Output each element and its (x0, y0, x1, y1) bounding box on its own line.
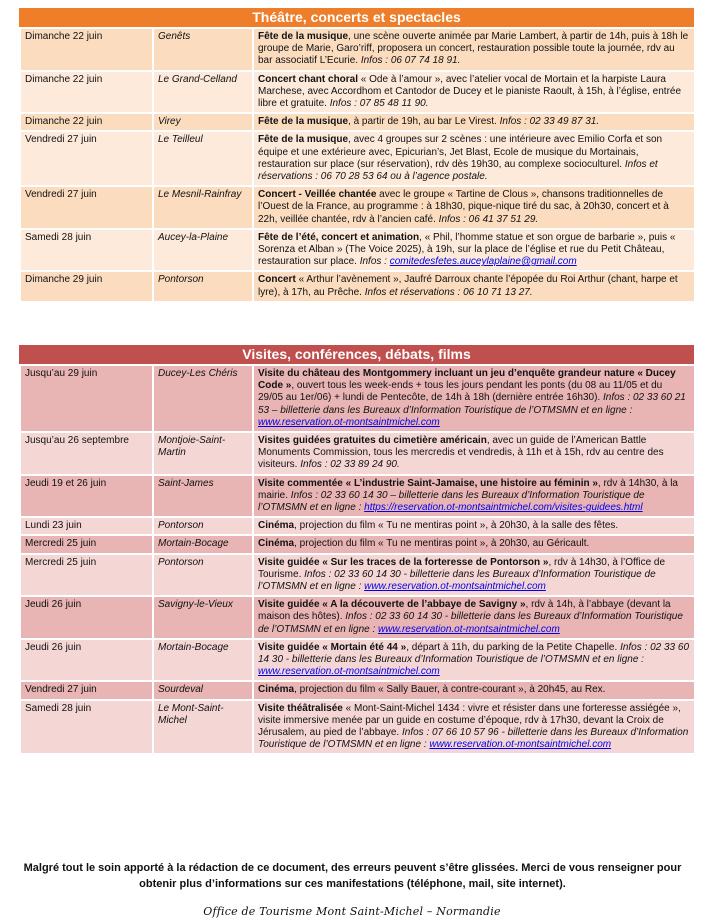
event-link[interactable]: www.reservation.ot-montsaintmichel.com (364, 581, 546, 593)
event-text: , rdv à 14h30, à l’Office de Tourisme. (258, 556, 666, 580)
event-description (253, 113, 695, 131)
event-title: Fête de l’été, concert et animation (258, 231, 420, 243)
event-text: , projection du film « Tu ne mentiras point », à 20h30, à la salle des fêtes. (294, 520, 619, 532)
event-title: Visite du château des Montgommery incluant un jeu d’enquête grandeur nature « Ducey Code » (258, 368, 676, 392)
event-info: Infos : 07 85 48 11 90. (329, 98, 429, 110)
event-info: Infos : (359, 256, 390, 268)
event-text: , à partir de 19h, au bar Le Virest. (348, 116, 500, 128)
event-title: Fête de la musique (258, 134, 349, 146)
event-description (253, 554, 695, 597)
event-info: Infos : 02 33 49 87 31. (499, 116, 600, 128)
event-text: « Ode à l’amour », avec l’atelier vocal de Mortain et la harpiste Laura Marchese, avec Accordhom et Cantodor de Ducey et le pianiste Raoult, à 15h, à l’église, entrée libre et gratuite. (258, 73, 682, 110)
event-date: Jusqu’au 29 juin (20, 365, 153, 432)
event-info: Infos : 02 33 60 14 30 – billetterie dans les Bureaux d’Information Touristique de l’OTMSMN et en ligne : (258, 489, 645, 514)
event-row (20, 517, 695, 535)
event-place: Sourdeval (153, 681, 253, 699)
event-row (20, 131, 695, 186)
event-date: Dimanche 22 juin (20, 71, 153, 114)
event-description (253, 365, 695, 432)
event-title: Visite guidée « Mortain été 44 » (258, 641, 407, 653)
event-date: Vendredi 27 juin (20, 186, 153, 229)
event-text: « Mont-Saint-Michel 1434 : vivre et résister dans une forteresse assiégée », visite immersive menée par un guide en costume d’époque, rdv à 17h30, devant la Croix de Jérusalem, au pied de l’abbaye. (258, 702, 681, 739)
event-description (253, 700, 695, 755)
event-row (20, 113, 695, 131)
event-row (20, 681, 695, 699)
event-title: Visite théâtralisée (258, 702, 343, 714)
event-place: Le Mesnil-Rainfray (153, 186, 253, 229)
event-row (20, 535, 695, 553)
event-text: , rdv à 14h30, à la mairie. (258, 477, 678, 501)
event-info: Infos : 06 41 37 51 29. (438, 213, 539, 225)
event-description (253, 432, 695, 475)
event-description (253, 517, 695, 535)
event-description (253, 535, 695, 553)
event-place: Ducey-Les Chéris (153, 365, 253, 432)
event-description (253, 186, 695, 229)
event-date: Mercredi 25 juin (20, 535, 153, 553)
section-header-visites: Visites, conférences, débats, films (19, 345, 694, 364)
event-date: Samedi 28 juin (20, 700, 153, 755)
event-info: Infos : 02 33 60 14 30 - billetterie dans les Bureaux d’Information Touristique de l’OTMSMN et en ligne : (258, 611, 683, 635)
event-description (253, 271, 695, 301)
event-link[interactable]: www.reservation.ot-montsaintmichel.com (258, 416, 440, 428)
event-date: Lundi 23 juin (20, 517, 153, 535)
event-date: Dimanche 29 juin (20, 271, 153, 301)
event-link[interactable]: https://reservation.ot-montsaintmichel.com/visites-guidees.html (364, 502, 643, 514)
event-place: Mortain-Bocage (153, 639, 253, 682)
event-text: , « Phil, l’homme statue et son orgue de barbarie », puis « Sorenza et Alban » (The Voice 2025), à 19h, sur la place de l’église et rue du Petit Château, restauration sur place. (258, 231, 676, 268)
event-description (253, 71, 695, 114)
event-row (20, 554, 695, 597)
events-table-theatre (19, 27, 696, 303)
event-place: Genêts (153, 28, 253, 71)
event-info: Infos : 02 33 60 14 30 - billetterie dans les Bureaux d’Information Touristique de l’OTMSMN et en ligne : (258, 568, 656, 593)
event-info: Infos : 02 33 89 24 90. (300, 459, 400, 471)
event-place: Le Teilleul (153, 131, 253, 186)
event-place: Pontorson (153, 271, 253, 301)
event-description (253, 639, 695, 682)
event-title: Visite guidée « Sur les traces de la forteresse de Pontorson » (258, 556, 549, 568)
event-row (20, 475, 695, 518)
event-place: Pontorson (153, 517, 253, 535)
event-row (20, 639, 695, 682)
event-date: Samedi 28 juin (20, 229, 153, 272)
event-title: Fête de la musique (258, 116, 349, 128)
event-title: Concert (258, 274, 296, 286)
event-row (20, 229, 695, 272)
event-title: Concert chant choral (258, 73, 359, 85)
event-row (20, 71, 695, 114)
event-text: , une scène ouverte animée par Marie Lambert, à partir de 14h, puis à 18h le groupe de Marie, Garo’riff, proposera un concert, restauration possible toute la journée, rdv au bar associatif L’Ecurie. (258, 31, 689, 67)
event-info: Infos et réservations : 06 70 28 53 64 ou à l’agence postale. (258, 158, 658, 183)
event-link[interactable]: comitedesfetes.auceylaplaine@gmail.com (389, 256, 577, 268)
event-row (20, 186, 695, 229)
event-row (20, 28, 695, 71)
event-title: Visite guidée « A la découverte de l’abbaye de Savigny » (258, 599, 526, 611)
event-title: Concert - Veillée chantée (258, 189, 377, 201)
event-link[interactable]: www.reservation.ot-montsaintmichel.com (429, 739, 612, 751)
section-header-theatre: Théâtre, concerts et spectacles (19, 8, 694, 27)
disclaimer-text: Malgré tout le soin apporté à la rédaction de ce document, des erreurs peuvent s’être glissées. Merci de vous renseigner pour obtenir plus d’informations sur ces manifestations (téléphone, mail, site internet). (23, 862, 682, 890)
event-place: Virey (153, 113, 253, 131)
event-place: Pontorson (153, 554, 253, 597)
event-place: Mortain-Bocage (153, 535, 253, 553)
event-date: Vendredi 27 juin (20, 681, 153, 699)
event-date: Jeudi 19 et 26 juin (20, 475, 153, 518)
event-info: Infos : 06 07 74 18 91. (360, 55, 461, 67)
event-text: , départ à 11h, du parking de la Petite Chapelle. (406, 641, 621, 653)
event-info: Infos : 02 33 60 14 30 - billetterie dans les Bureaux d’Information Touristique de l’OTMSMN et en ligne : (258, 641, 690, 666)
event-description (253, 131, 695, 186)
event-title: Visites guidées gratuites du cimetière américain (258, 435, 487, 447)
event-date: Mercredi 25 juin (20, 554, 153, 597)
event-text: , rdv à 14h, à l’abbaye (devant la maison des hôtes). (258, 599, 671, 623)
event-info: Infos et réservations : 06 10 71 13 27. (364, 286, 533, 298)
event-text: , projection du film « Tu ne mentiras point », à 20h30, au Géricault. (294, 538, 590, 550)
events-table-visites (19, 364, 696, 755)
event-date: Vendredi 27 juin (20, 131, 153, 186)
event-row (20, 365, 695, 432)
event-description (253, 475, 695, 518)
event-link[interactable]: www.reservation.ot-montsaintmichel.com (258, 666, 440, 678)
event-place: Saint-James (153, 475, 253, 518)
event-title: Cinéma (258, 684, 295, 696)
event-link[interactable]: www.reservation.ot-montsaintmichel.com (378, 623, 560, 635)
event-title: Cinéma (258, 538, 295, 550)
event-date: Dimanche 22 juin (20, 28, 153, 71)
event-date: Dimanche 22 juin (20, 113, 153, 131)
event-description (253, 28, 695, 71)
event-text: , ouvert tous les week-ends + tous les jours pendant les ponts (du 08 au 11/05 et du 29/05 au 1er/06) + lundi de Pentecôte, de 14h à 18h (dernière entrée 16h30). (258, 380, 663, 404)
event-place: Le Grand-Celland (153, 71, 253, 114)
event-text: « Arthur l’avènement », Jaufré Darroux chante l’épopée du Roi Arthur (chant, harpe et lyre), à 17h, au Prêche. (258, 274, 678, 298)
event-info: Infos : 07 66 10 57 96 - billetterie dans les Bureaux d’Information Touristique de l’OTMSMN et en ligne : (258, 727, 689, 751)
event-row (20, 596, 695, 639)
event-text: avec le groupe « Tartine de Clous », chansons traditionnelles de l’Ouest de la France, au programme : à 18h30, pique-nique tiré du sac, à 20h30, concert et à 22h, veillée chantée, rdv à l’ancien café. (258, 189, 669, 225)
event-text: , avec un guide de l’American Battle Monuments Commission, tous les mercredis et vendredis, à 11h et à 15h, rdv au centre des visiteurs. (258, 435, 664, 471)
event-info: Infos : 02 33 60 21 53 – billetterie dans les Bureaux d’Information Touristique de l’OTMSMN et en ligne : (258, 392, 686, 416)
event-text: , projection du film « Sally Bauer, à contre-courant », à 20h45, au Rex. (294, 684, 606, 696)
event-text: , avec 4 groupes sur 2 scènes : une intérieure avec Emilio Corfa et son équipe et une extérieure avec, Epicurian’s, Jet Blast, Ecole de musique du Mortainais, restauration sur place (sur réservation), rdv dès 19h30, au complexe socioculturel. (258, 134, 663, 170)
event-row (20, 432, 695, 475)
event-date: Jeudi 26 juin (20, 596, 153, 639)
event-row (20, 700, 695, 755)
event-description (253, 596, 695, 639)
event-row (20, 271, 695, 301)
event-place: Savigny-le-Vieux (153, 596, 253, 639)
event-date: Jeudi 26 juin (20, 639, 153, 682)
event-description (253, 681, 695, 699)
event-title: Fête de la musique (258, 31, 349, 42)
office-signature: Office de Tourisme Mont Saint-Michel – Normandie (203, 905, 501, 918)
event-title: Cinéma (258, 520, 295, 532)
event-place: Aucey-la-Plaine (153, 229, 253, 272)
event-place: Montjoie-Saint-Martin (153, 432, 253, 475)
event-title: Visite commentée « L’industrie Saint-Jamaise, une histoire au féminin » (258, 477, 598, 489)
event-date: Jusqu’au 26 septembre (20, 432, 153, 475)
event-description (253, 229, 695, 272)
event-place: Le Mont-Saint-Michel (153, 700, 253, 755)
